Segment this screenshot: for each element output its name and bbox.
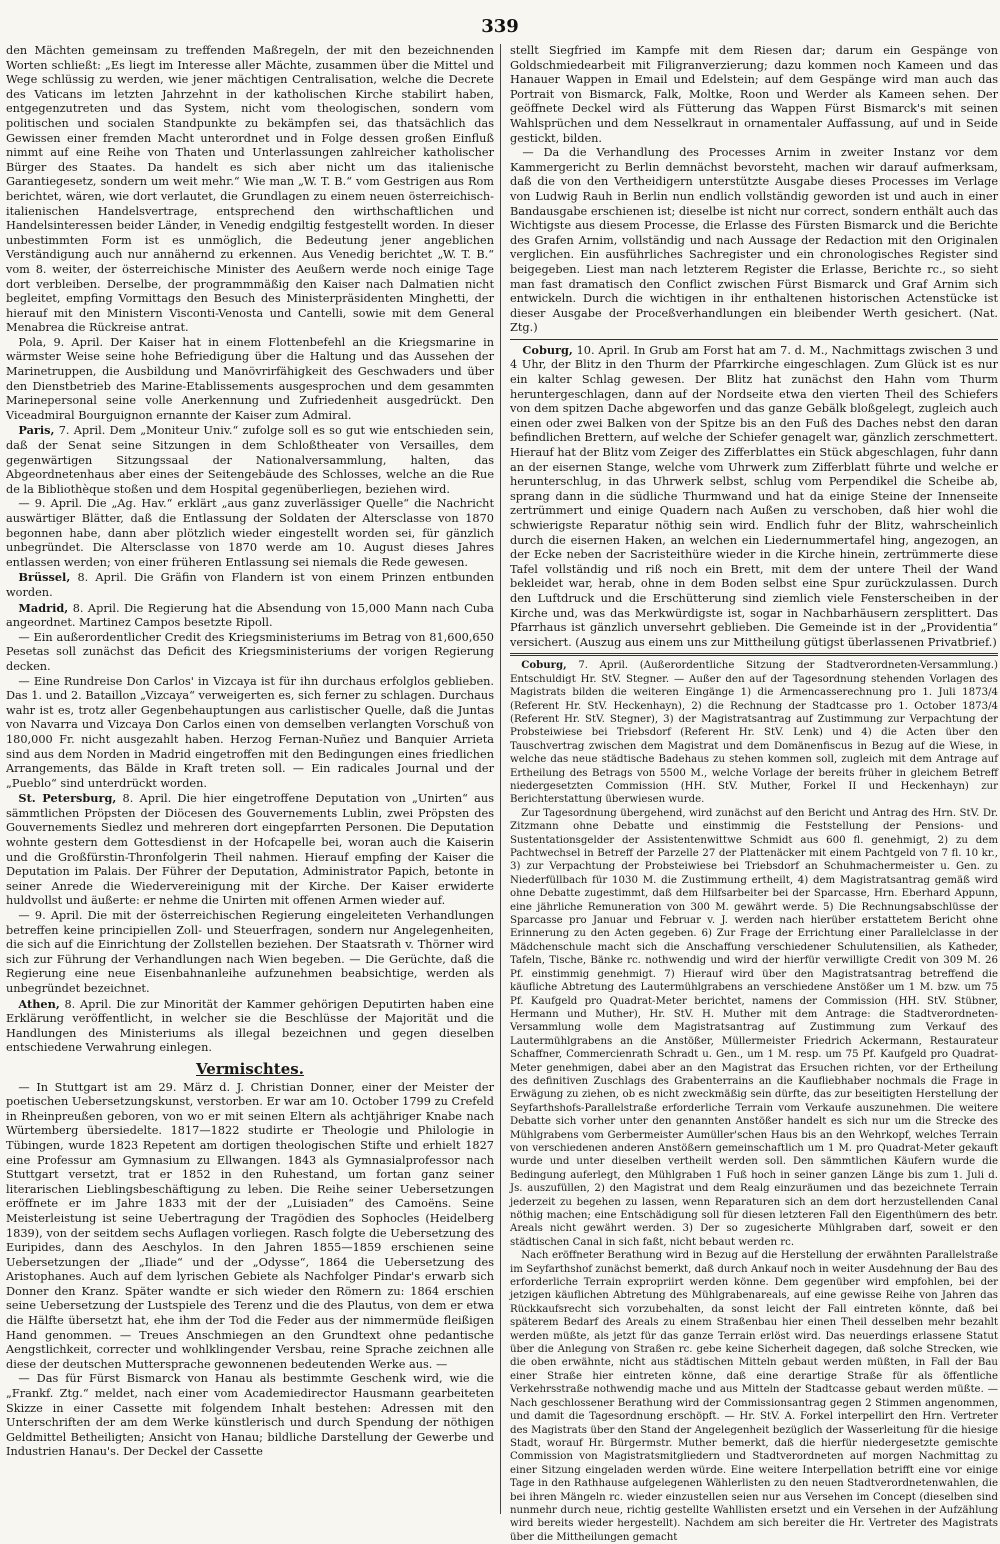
news-paragraph-petersburg: St. Petersburg, 8. April. Die hier eingetroffene Deputation von „Unirten“ aus sämmtlichen Pröpsten der Diöcesen des Gouvernements Lublin, zwei Pröpsten des Gouvernements Siedlez und mehreren dort eingepfarrten Personen. Die Deputation wohnte gestern dem Gottesdienst in der Hofcapelle bei, woran auch die Kaiserin und die Großfürstin-Thronfolgerin Theil nahmen. Hierauf empfing der Kaiser die Deputation im Palais. Der Führer der Deputation, Administrator Papich, betonte in seiner Anrede die Wiedervereinigung mit der Kirche. Der Kaiser erwiderte huldvollst und äußerte: er nehme die Unirten mit offenen Armen wieder auf. — [6, 791, 494, 908]
vermischtes-paragraph-bismarck-gift: — Das für Fürst Bismarck von Hanau als bestimmte Geschenk wird, wie die „Frankf. Ztg.“ meldet, nach einer vom Academiedirector Hausmann gearbeiteten Skizze in einer Cassette mit folgendem Inhalt bestehen: Adressen mit den Unterschriften der am dem Werke künstlerisch und durch Spendung der nöthigen Geldmittel Betheiligten; Ansicht von Hanau; bildliche Darstellung der Gewerbe und Industrien Hanau's. Der Deckel der Cassette — [6, 1372, 494, 1459]
page-number: 339 — [481, 16, 519, 37]
council-report — [510, 659, 998, 1544]
news-paragraph-petersburg-2: — 9. April. Die mit der österreichischen Regierung eingeleiteten Verhandlungen betreffen keine principiellen Zoll- und Steuerfragen, sondern nur Angelegenheiten, die sich auf die Einrichtung der Zollstellen beziehen. Der Staatsrath v. Thörner wird sich zur Führung der Verhandlungen nach Wien begeben. — Die Gerüchte, daß die Regierung eine neue Eisenbahnanleihe aufzunehmen beabsichtige, werden als unbegründet bezeichnet. — [6, 909, 494, 995]
article-divider — [510, 339, 998, 340]
dateline-place: Paris, — [18, 423, 55, 438]
vermischtes-paragraph-donner: — In Stuttgart ist am 29. März d. J. Christian Donner, einer der Meister der poetischen Uebersetzungskunst, verstorben. Er war am 10. October 1799 zu Crefeld in Rheinpreußen geboren, von wo er mit seinen Eltern als achtjähriger Knabe nach Würtemberg übersiedelte. 1817—1822 studirte er Theologie und Philologie in Tübingen, wurde 1823 Repetent am dortigen theologischen Stifte und erhielt 1827 eine Professur am Gymnasium zu Ellwangen. 1843 als Gymnasialprofessor nach Stuttgart versetzt, trat er 1852 in den Ruhestand, um fortan ganz seiner literarischen Lieblingsbeschäftigung zu leben. Die Reihe seiner Uebersetzungen eröffnete er im Jahre 1833 mit der der „Luisiaden“ des Camoëns. Seine Meisterleistung ist seine Uebertragung der Tragödien des Sophocles (Heidelberg 1839), von der seitdem sechs Auflagen vorliegen. Rasch folgte die Uebersetzung des Euripides, dann des Aeschylos. In den Jahren 1855—1859 erschienen seine Uebersetzungen der „Iliade“ und der „Odysse“, 1864 die Uebersetzung des Aristophanes. Auch auf dem lyrischen Gebiete als Nachfolger Pindar's erwarb sich Donner den Kranz. Später wandte er sich wieder den Römern zu: 1864 erschien seine Uebersetzung der Lustspiele des Terenz und die des Plautus, von dem er etwa die Hälfte übersetzt hat, ehe ihm der Tod die Feder aus der nimmermüde fleißigen Hand genommen. — Treues Anschmiegen an den Grundtext ohne pedantische Aengstlichkeit, correcter und wohlklingender Versbau, reine Sprache zeichnen alle diese der deutschen Muttersprache gewonnenen bedeutenden Werke aus. — — [6, 1080, 494, 1371]
news-paragraph-madrid-3: — Eine Rundreise Don Carlos' in Vizcaya ist für ihn durchaus erfolglos geblieben. Das 1. und 2. Bataillon „Vizcaya“ verweigerten es, sich ferner zu schlagen. Durchaus wahr ist es, trotz aller Gegenbehauptungen aus carlistischer Quelle, daß die Juntas von Navarra und Vizcaya Don Carlos einen von demselben verlangten Vorschuß von 180,000 Fr. nicht ausgezahlt haben. Herzog Fernan-Nuñez und Banquier Arrieta sind aus dem Norden in Madrid eingetroffen mit den Bedingungen eines friedlichen Arrangements, das Bälde in Kraft treten soll. — Ein radicales Journal und der „Pueblo“ sind unterdrückt worden. — [6, 674, 494, 790]
dateline-place: Coburg, — [521, 659, 567, 672]
news-paragraph-brussels: Brüssel, 8. April. Die Gräfin von Flandern ist von einem Prinzen entbunden worden. — [6, 570, 494, 599]
news-paragraph-paris: Paris, 7. April. Dem „Moniteur Univ.“ zufolge soll es so gut wie entschieden sein, daß der Senat seine Sitzungen in dem Schloßtheater von Versailles, dem gegenwärtigen Sitzungssaal der Nationalversammlung, halten, das Abgeordnetenhaus aber eines der Seitengebäude des Schlosses, welche an die Rue de la Bibliothèque stoßen und dem Hospital gegenüberliegen, beziehen wird. — [6, 423, 494, 496]
left-column — [6, 44, 494, 1512]
council-paragraph-agenda: Zur Tagesordnung übergehend, wird zunächst auf den Bericht und Antrag des Hrn. StV. Dr. Zitzmann ohne Debatte und einstimmig die Feststellung der Pensions- und Sustentationsgelder der Assistentenwittwe Schmidt aus 600 fl. genehmigt, 2) zu dem Pachtwechsel in Betreff der Parzelle 27 der Plattenäcker mit einem Pachtgeld von 7 fl. 10 kr., 3) zur Verpachtung der Probsteiwiese bei Triebsdorf an Schuhmachermeister u. Gen. zu Niederfüllbach für 1030 M. die Zustimmung ertheilt, 4) dem Magistratsantrag gemäß wird ohne Debatte zugestimmt, daß dem Hilfsarbeiter bei der Sparcasse, Hrn. Eberhard Appunn, eine jährliche Remuneration von 300 M. gewährt werde. 5) Die Rechnungsabschlüsse der Sparcasse pro Januar und Februar v. J. werden nach hierüber erstattetem Bericht ohne Erinnerung zu den Acten gegeben. 6) Zur Frage der Errichtung einer Parallelclasse in der Mädchenschule macht sich die Anschaffung verschiedener Schulutensilien, als Katheder, Tafeln, Tische, Bänke rc. nothwendig und wird der hierfür verwilligte Credit von 309 M. 26 Pf. einstimmig genehmigt. 7) Hierauf wird über den Magistratsantrag betreffend die käufliche Abtretung des Lautermühlgrabens an verschiedene Anstößer um 1 M. bzw. um 75 Pf. Kaufgeld pro Quadrat-Meter berichtet, namens der Commission (HH. StV. Stübner, Hermann und Muther), Hr. StV. H. Muther mit dem Antrage: die Stadtverordneten-Versammlung wolle dem Magistratsantrag auf Zustimmung zum Verkauf des Lautermühlgrabens an die Anstößer, Müllermeister Friedrich Ackermann, Restaurateur Schaffner, Commercienrath Schradt u. Gen., um 1 M. resp. um 75 Pf. Kaufgeld pro Quadrat-Meter genehmigen, dabei aber an den Magistrat das Ersuchen richten, vor der Ertheilung des definitiven Zuschlags des Grabenterrains an die Kaufliebhaber nochmals die Frage in Erwägung zu ziehen, ob es nicht zweckmäßig sein dürfte, das zur beseitigten Herstellung der Seyfarthshofs-Parallelstraße erforderliche Terrain vom Verkaufe auszunehmen. Die weitere Debatte sich vorher unter den genannten Anstößer handelt es sich nur um die Strecke des Mühlgrabens vom Gerbermeister Aumüller'schen Haus bis an den Wehrkopf, welches Terrain von verschiedenen anderen Anstößern gemeinschaftlich um 1 M. pro Quadrat-Meter gekauft wurde und unter dieselben vertheilt werden soll. Den sämmtlichen Käufern wurde die Bedingung auferlegt, den Mühlgraben 1 Fuß hoch in seiner ganzen Länge bis zum 1. Juli d. Js. auszufüllen, 2) den Magistrat und dem Realg einzuräumen und das bezeichnete Terrain jederzeit zu begehen zu lassen, wenn Reparaturen sich an dem dort herzustellenden Canal nöthig machen; eine Entschädigung soll für diesen letzteren Fall den Eigenthümern des betr. Areals nicht gewährt werden. 3) Der so zugesicherte Mühlgraben darf, soweit er den städtischen Canal in sich faßt, nicht bebaut werden rc. — [510, 807, 998, 1248]
dateline-place: St. Petersburg, — [18, 791, 117, 806]
news-paragraph-paris-2: — 9. April. Die „Ag. Hav.“ erklärt „aus ganz zuverlässiger Quelle“ die Nachricht auswärtiger Blätter, daß die Entlassung der Soldaten der Altersclasse von 1870 begonnen habe, dann aber plötzlich wieder eingestellt worden sei, für gänzlich unbegründet. Die Altersclasse von 1870 werde am 10. August dieses Jahres entlassen werden; von einer früheren Entlassung sei niemals die Rede gewesen. — [6, 497, 494, 569]
vermischtes-paragraph-cassette-cont: stellt Siegfried im Kampfe mit dem Riesen dar; darum ein Gespänge von Goldschmiedearbeit mit Filigranverzierung; dazu kommen noch Kameen und das Hanauer Wappen in Email und Edelstein; auf dem Gespänge wird man auch das Portrait von Bismarck, Falk, Moltke, Roon und Werder als Kameen sehen. Der geöffnete Deckel wird als Fütterung das Wappen Fürst Bismarck's mit seinen Wahlsprüchen und dem Nesselkraut in ornamentaler Auffassung, auf und in Seide gestickt, bilden. — [510, 44, 998, 145]
section-title-vermischtes: Vermischtes. — [196, 1059, 304, 1078]
council-paragraph-debate: Nach eröffneter Berathung wird in Bezug auf die Herstellung der erwähnten Parallelstraße im Seyfarthshof zunächst bemerkt, daß durch Ankauf noch in weiter Ausdehnung der Bau des erforderliche Terrain expropriirt werden könne. Dem gegenüber wird empfohlen, bei der jetzigen käuflichen Abtretung des Mühlgrabenareals, auf eine gewisse Reihe von Jahren das Rückkaufsrecht sich vorzubehalten, da sonst leicht der Fall eintreten könnte, daß bei späterem Bedarf des Areals zu einem Straßenbau hier einen Theil desselben mehr bezahlt werden müßte, als jetzt für das ganze Terrain erlöst wird. Das neuerdings erlassene Statut über die Anlegung von Straßen rc. gebe keine Sicherheit dagegen, daß solche Strecken, wie die oben erwähnte, nicht aus städtischen Mitteln gebaut werden müßten, in Fall der Bau einer Straße hier eintreten könne, daß eine derartige Straße für als öffentliche Verkehrsstraße nothwendig mache und aus Mitteln der Stadtcasse gebaut werden müßte. — Nach geschlossener Berathung wird der Commissionsantrag gegen 2 Stimmen angenommen, und damit die Tagesordnung erschöpft. — Hr. StV. A. Forkel interpellirt den Hrn. Vertreter des Magistrats über den Stand der Angelegenheit bezüglich der Wasserleitung für die hiesige Stadt, worauf Hr. Bürgermstr. Muther bemerkt, daß die hierfür niedergesetzte gemischte Commission von Magistratsmitgliedern und Stadtverordneten auf morgen Nachmittag zu einer Sitzung eingeladen werden würde. Eine weitere Interpellation betrifft eine vor einige Tage in den Rathhause aufgelegenen Wählerlisten zu den neuen Stadtverordnetenwahlen, die bei ihren Mängeln rc. wieder einzustellen seien nur aus Versehen im Concept (dieselben sind nunmehr durch neue, richtig gestellte Wahllisten ersetzt und ein Versehen in der Aufzählung wird bereits wieder hergestellt). Nachdem am sich bereiter die Hr. Vertreter des Magistrats über die Mittheilungen gemacht — [510, 1250, 998, 1543]
dateline-place: Athen, — [18, 996, 60, 1011]
column-rule — [500, 44, 501, 1514]
news-paragraph-pola: Pola, 9. April. Der Kaiser hat in einem Flottenbefehl an die Kriegsmarine in wärmster Weise seine hohe Befriedigung über die Haltung und das Aussehen der Marinetruppen, die Ausbildung und Manövrirfähigkeit des Geschwaders und über den Dienstbetrieb des Marine-Etablissements ausgesprochen und dem gesammten Marinepersonal seine volle Anerkennung und Zufriedenheit ausgedrückt. Den Viceadmiral Bourguignon ernannte der Kaiser zum Admiral. — [6, 335, 494, 422]
news-paragraph-madrid: Madrid, 8. April. Die Regierung hat die Absendung von 15,000 Mann nach Cuba angeordnet. Martinez Campos besetzte Ripoll. — [6, 600, 494, 630]
dateline-place: Coburg, — [522, 342, 573, 357]
news-paragraph-madrid-2: — Ein außerordentlicher Credit des Kriegsministeriums im Betrag von 81,600,650 Pesetas soll zunächst das Deficit des Kriegsministeriums der vorigen Regierung decken. — [6, 630, 494, 673]
news-paragraph-athens: Athen, 8. April. Die zur Minorität der Kammer gehörigen Deputirten haben eine Erklärung veröffentlicht, in welcher sie die Beschlüsse der Majorität und die Handlungen des Ministeriums als illegal bezeichnen und gegen dieselben entschiedene Verwahrung einlegen. — [6, 996, 494, 1055]
article-divider-double — [510, 653, 998, 656]
right-column — [510, 44, 998, 1543]
news-paragraph-coburg-council: Coburg, 7. April. (Außerordentliche Sitzung der Stadtverordneten-Versammlung.) Entschuldigt Hr. StV. Stegner. — Außer den auf der Tagesordnung stehenden Vorlagen des Magistrats bilden die weiteren Eingänge 1) die Armencasserechnung pro 1. Juli 1873/4 (Referent Hr. StV. Heckenhayn), 2) die Rechnung der Stadtcasse pro 1. October 1873/4 (Referent Hr. StV. Stegner), 3) der Magistratsantrag auf Zustimmung zur Verpachtung der Probsteiwiese bei Triebsdorf (Referent Hr. StV. Lenk) und 4) die Acten über den Tauschvertrag zwischen dem Magistrat und dem Domänenfiscus in Bezug auf die Wiese, in welche das neue städtische Badehaus zu stehen kommen soll, zugleich mit dem Antrage auf Ertheilung des Betrags von 5500 M., welche Vorlage der bereits früher in gleichem Betreff niedergesetzten Commission (HH. StV. Muther, Forkel II und Heckenhayn) zur Berichterstattung überwiesen wurde. — [510, 659, 998, 806]
dateline-place: Madrid, — [18, 600, 69, 615]
dateline-place: Brüssel, — [18, 570, 71, 585]
news-paragraph-bismarck-note: den Mächten gemeinsam zu treffenden Maßregeln, der mit den bezeichnenden Worten schließt: „Es liegt im Interesse aller Mächte, zusammen über die Mittel und Wege schlüssig zu werden, wie jener mächtigen Centralisation, welche die Decrete des Vaticans im letzten Jahrzehnt in der katholischen Kirche stabilirt haben, entgegenzutreten und das System, nicht vom theologischen, sondern vom politischen und socialen Standpunkte zu bekämpfen sei, das thatsächlich das Gewissen einer fremden Macht unterordnet und in Folge dessen großen Einfluß nimmt auf eine Reihe von Thaten und Unterlassungen zahlreicher katholischer Bürger des Staates. Da handelt es sich aber nicht um das italienische Garantiegesetz, sondern um weit mehr.“ Wie man „W. T. B.“ vom Gestrigen aus Rom berichtet, wären, wie dort verlautet, die Grundlagen zu einem neuen österreichisch-italienischen Handelsvertrage, entsprechend den wirthschaftlichen und Handelsinteressen beider Länder, in Venedig endgiltig festgestellt worden. In dieser unbestimmten Form ist es unmöglich, die Bedeutung jener angeblichen Verständigung auch nur annähernd zu erkennen. Aus Venedig berichtet „W. T. B.“ vom 8. weiter, der österreichische Minister des Aeußern werde noch einige Tage dort verbleiben. Derselbe, der programmmäßig den Kaiser nach Dalmatien nicht begleitet, empfing Vormittags den Besuch des Ministerpräsidenten Minghetti, der hierauf mit den Ministern Visconti-Venosta und Cantelli, sowie mit dem General Menabrea die Rückreise antrat. — [6, 44, 494, 335]
vermischtes-paragraph-arnim: — Da die Verhandlung des Processes Arnim in zweiter Instanz vor dem Kammergericht zu Berlin demnächst bevorsteht, machen wir darauf aufmerksam, daß die von den Vertheidigern unterstützte Ausgabe dieses Processes im Verlage von Ludwig Rauh in Berlin nun endlich vollständig geworden ist und auch in einer Bandausgabe erschienen ist; dieselbe ist nicht nur correct, sondern enthält auch das Wichtigste aus diesem Processe, die Erlasse des Fürsten Bismarck und die Berichte des Grafen Arnim, vollständig und nach Aussage der Redaction mit den Originalen verglichen. Ein ausführliches Sachregister und ein chronologisches Register sind beigegeben. Liest man nach letzterem Register die Erlasse, Berichte rc., so sieht man fast dramatisch den Conflict zwischen Fürst Bismarck und Graf Arnim sich entwickeln. Durch die wichtigen in ihr enthaltenen historischen Actenstücke ist dieser Ausgabe der Proceßverhandlungen ein bleibender Werth gesichert. (Nat. Ztg.) — [510, 146, 998, 335]
news-paragraph-coburg-lightning: Coburg, 10. April. In Grub am Forst hat am 7. d. M., Nachmittags zwischen 3 und 4 Uhr, der Blitz in den Thurm der Pfarrkirche eingeschlagen. Zum Glück ist es nur ein kalter Schlag gewesen. Der Blitz hat zunächst den Hahn vom Thurm heruntergeschlagen, dann auf der Nordseite etwa den vierten Theil des Schiefers von dem spitzen Dache abgeworfen und das ganze Gebälk bloßgelegt, zugleich auch einen oder zwei Balken von der Spitze bis an den Fuß des Daches nebst den daran befindlichen Brettern, auf welche der Schiefer genagelt war, gänzlich zerschmettert. Hierauf hat der Blitz vom Zeiger des Zifferblattes ein Stück abgeschlagen, fuhr dann an der eisernen Stange, welche vom Uhrwerk zum Zifferblatt führte und welche er herunterschlug, in das Uhrwerk selbst, schlug vom Perpendikel die Scheibe ab, sprang dann in die südliche Thurmwand und hat da einige Steine der Innenseite zertrümmert und einige Quadern nach Außen zu verschoben, daß hier wohl die schwierigste Reparatur nöthig sein wird. Endlich fuhr der Blitz, wahrscheinlich durch die eisernen Haken, an welchen ein Liedernummertafel hing, angezogen, an der Ecke neben der Sacristeithüre wieder in die Kirche hinein, zertrümmerte diese Tafel vollständig und riß noch ein Brett, mit dem der untere Theil der Wand bekleidet war, herab, ohne in dem Boden selbst eine Spur zurückzulassen. Durch den Luftdruck und die Erschütterung sind ziemlich viele Fensterscheiben in der Kirche und, was das Merkwürdigste ist, sogar in Nachbarhäusern zersplittert. Das Pfarrhaus ist gänzlich unversehrt geblieben. Die Gemeinde ist in der „Providentia“ versichert. (Auszug aus einem uns zur Mittheilung gütigst überlassenen Privatbrief.) — [510, 342, 998, 649]
